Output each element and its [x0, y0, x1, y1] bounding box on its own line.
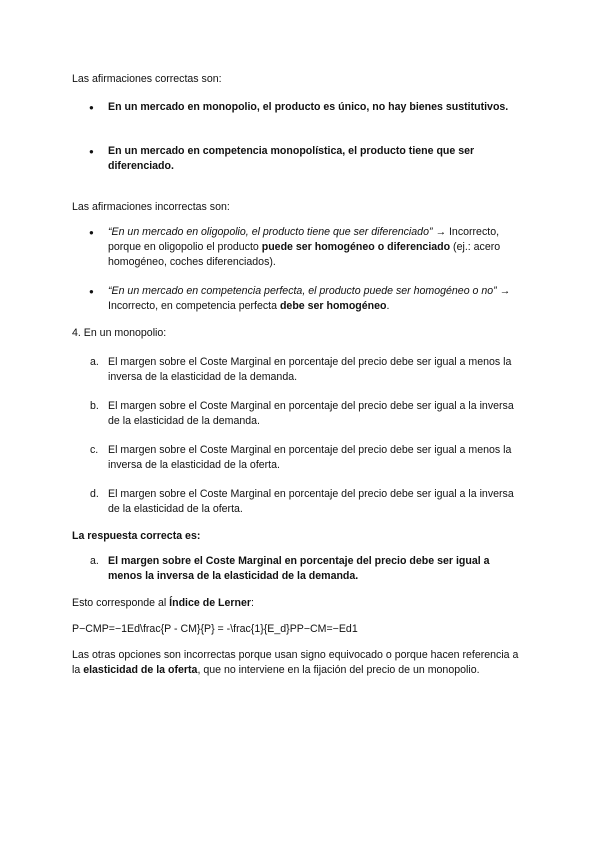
option-label: b.: [90, 400, 99, 412]
formula: P−CMP=−1Ed\frac{P - CM}{P} = -\frac{1}{E_d}PP−CM=−Ed1: [72, 623, 358, 635]
question-title: 4. En un monopolio:: [72, 327, 167, 339]
option-text: El margen sobre el Coste Marginal en porcentaje del precio debe ser igual a la inversa de la elasticidad de la oferta.: [108, 488, 514, 515]
option-c: [92, 443, 522, 473]
correct-item: [89, 100, 522, 115]
option-text: El margen sobre el Coste Marginal en porcentaje del precio debe ser igual a menos la inversa de la elasticidad de la demanda.: [108, 356, 512, 383]
lerner-line: Esto corresponde al Índice de Lerner:: [72, 597, 254, 609]
option-text: El margen sobre el Coste Marginal en porcentaje del precio debe ser igual a la inversa de la elasticidad de la demanda.: [108, 400, 514, 427]
correct-item-text: En un mercado en competencia monopolística, el producto tiene que ser diferenciado.: [108, 145, 475, 172]
answer-label: a.: [90, 555, 99, 567]
option-label: a.: [90, 356, 99, 368]
bullet-icon: ●: [89, 103, 94, 112]
option-a: [92, 355, 522, 385]
answer-text: El margen sobre el Coste Marginal en porcentaje del precio debe ser igual a menos la inversa de la elasticidad de la demanda.: [108, 555, 490, 582]
bullet-icon: ●: [89, 287, 94, 296]
option-text: El margen sobre el Coste Marginal en porcentaje del precio debe ser igual a menos la inversa de la elasticidad de la oferta.: [108, 444, 512, 471]
intro-correct: Las afirmaciones correctas son:: [72, 73, 222, 85]
incorrect-item-text: “En un mercado en competencia perfecta, el producto puede ser homogéneo o no” → Incorrecto, en competencia perfecta debe ser homogéneo.: [108, 285, 511, 312]
incorrect-item: [89, 284, 522, 314]
option-d: [92, 487, 522, 517]
correct-item: [89, 144, 522, 174]
bullet-icon: ●: [89, 147, 94, 156]
intro-incorrect: Las afirmaciones incorrectas son:: [72, 201, 230, 213]
option-b: [92, 399, 522, 429]
option-label: c.: [90, 444, 99, 456]
option-label: d.: [90, 488, 99, 500]
incorrect-item: [89, 225, 522, 270]
answer-item: [92, 554, 522, 584]
incorrect-item-text: “En un mercado en oligopolio, el producto tiene que ser diferenciado” → Incorrecto, porque en oligopolio el producto puede ser homogéneo o diferenciado (ej.: acero homogéneo, coches diferenciados).: [108, 226, 501, 268]
correct-item-text: En un mercado en monopolio, el producto es único, no hay bienes sustitutivos.: [108, 101, 509, 113]
bullet-icon: ●: [89, 228, 94, 237]
closing-paragraph: Las otras opciones son incorrectas porque usan signo equivocado o porque hacen referencia a la elasticidad de la oferta, que no interviene en la fijación del precio de un monopolio.: [72, 649, 519, 676]
answer-heading: La respuesta correcta es:: [72, 530, 201, 542]
